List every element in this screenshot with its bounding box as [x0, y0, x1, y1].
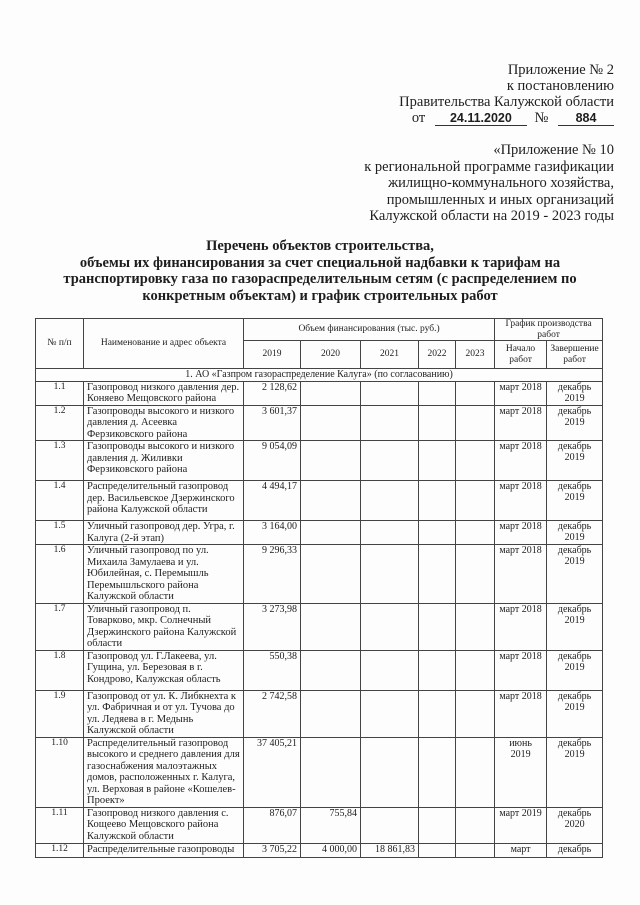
row-name: Уличный газопровод по ул. Михаила Замулаева и ул. Юбилейная, с. Перемышль Перемышльского района Калужской области: [84, 545, 244, 604]
row-name: Распределительные газопроводы: [84, 843, 244, 857]
resolution-header: [399, 62, 614, 126]
title-line: транспортировку газа по газораспределительным сетям (с распределением по: [63, 271, 577, 287]
table-row: [36, 843, 603, 857]
row-start: март 2018: [495, 441, 547, 481]
row-2019: 9 296,33: [244, 545, 301, 604]
appendix-ref-line: Калужской области на 2019 - 2023 годы: [369, 208, 614, 224]
row-2022: [419, 441, 456, 481]
row-2022: [419, 381, 456, 405]
title-line: конкретным объектам) и график строительных работ: [142, 287, 498, 304]
title-line: объемы их финансирования за счет специальной надбавки к тарифам на: [79, 254, 561, 271]
row-2021: [361, 737, 419, 807]
row-2023: [456, 690, 495, 737]
row-2021: [361, 521, 419, 545]
row-end: декабрь: [547, 843, 603, 857]
table-row: [36, 650, 603, 690]
row-num: 1.3: [36, 441, 84, 481]
row-end: декабрь 2019: [547, 690, 603, 737]
row-end: декабрь 2019: [547, 381, 603, 405]
header-year: 2022: [419, 341, 456, 369]
row-2020: 755,84: [301, 807, 361, 843]
table-row: [36, 603, 603, 650]
row-end: декабрь 2019: [547, 405, 603, 441]
row-2021: [361, 807, 419, 843]
row-2022: [419, 521, 456, 545]
row-start: март 2018: [495, 690, 547, 737]
row-2019: 2 128,62: [244, 381, 301, 405]
row-name: Газопровод от ул. К. Либкнехта к ул. Фабричная и от ул. Тучова до ул. Ледяева в г. Медынь Калужской области: [84, 690, 244, 737]
appendix-ref-line: «Приложение № 10: [493, 142, 614, 158]
row-2019: 3 601,37: [244, 405, 301, 441]
row-num: 1.11: [36, 807, 84, 843]
row-2019: 4 494,17: [244, 481, 301, 521]
row-name: Уличный газопровод п. Товарково, мкр. Солнечный Дзержинского района Калужской области: [84, 603, 244, 650]
row-2021: 18 861,83: [361, 843, 419, 857]
row-2019: 3 164,00: [244, 521, 301, 545]
row-2023: [456, 441, 495, 481]
row-end: декабрь 2019: [547, 521, 603, 545]
row-2021: [361, 650, 419, 690]
row-2023: [456, 481, 495, 521]
row-2021: [361, 405, 419, 441]
row-2020: [301, 603, 361, 650]
row-name: Газопровод низкого давления дер. Коняево Мещовского района: [84, 381, 244, 405]
row-start: март 2018: [495, 381, 547, 405]
row-2023: [456, 737, 495, 807]
row-num: 1.9: [36, 690, 84, 737]
row-num: 1.12: [36, 843, 84, 857]
row-2022: [419, 807, 456, 843]
table-row: [36, 381, 603, 405]
row-name: Газопровод низкого давления с. Кощеево Мещовского района Калужской области: [84, 807, 244, 843]
appendix-ref-line: промышленных и иных организаций: [386, 191, 614, 208]
row-2023: [456, 405, 495, 441]
row-start: июнь 2019: [495, 737, 547, 807]
resolution-date: 24.11.2020: [435, 112, 527, 126]
header-volume: Объем финансирования (тыс. руб.): [244, 319, 495, 341]
table-row: [36, 737, 603, 807]
row-num: 1.6: [36, 545, 84, 604]
row-2023: [456, 650, 495, 690]
row-end: декабрь 2020: [547, 807, 603, 843]
from-label: от: [411, 110, 426, 126]
row-2022: [419, 545, 456, 604]
row-start: март 2018: [495, 545, 547, 604]
row-name: Распределительный газопровод дер. Васильевское Дзержинского района Калужской области: [84, 481, 244, 521]
row-start: март 2018: [495, 650, 547, 690]
header-end: Завершение работ: [547, 341, 603, 369]
row-end: декабрь 2019: [547, 737, 603, 807]
row-num: 1.2: [36, 405, 84, 441]
row-2020: [301, 405, 361, 441]
header-num: № п/п: [36, 319, 84, 369]
row-2020: [301, 481, 361, 521]
table-row: [36, 481, 603, 521]
row-2022: [419, 843, 456, 857]
table-row: [36, 545, 603, 604]
row-start: март 2019: [495, 807, 547, 843]
row-num: 1.10: [36, 737, 84, 807]
row-2023: [456, 545, 495, 604]
row-start: март: [495, 843, 547, 857]
row-2019: 550,38: [244, 650, 301, 690]
row-start: март 2018: [495, 603, 547, 650]
row-2022: [419, 737, 456, 807]
row-2021: [361, 545, 419, 604]
header-year: 2020: [301, 341, 361, 369]
row-2020: [301, 650, 361, 690]
table-row: [36, 405, 603, 441]
title-line: Перечень объектов строительства,: [206, 238, 434, 254]
row-name: Распределительный газопровод высокого и среднего давления для газоснабжения малоэтажных домов, расположенных г. Калуга, ул. Верховая в районе «Кошелев-Проект»: [84, 737, 244, 807]
row-num: 1.7: [36, 603, 84, 650]
table-row: [36, 807, 603, 843]
row-2019: 37 405,21: [244, 737, 301, 807]
row-2020: [301, 737, 361, 807]
row-name: Газопровод ул. Г.Лакеева, ул. Гущина, ул. Березовая в г. Кондрово, Калужская область: [84, 650, 244, 690]
row-2023: [456, 521, 495, 545]
row-end: декабрь 2019: [547, 650, 603, 690]
appendix-ref-line: к региональной программе газификации: [364, 158, 614, 175]
row-start: март 2018: [495, 521, 547, 545]
program-appendix-reference: [364, 142, 614, 225]
row-name: Газопроводы высокого и низкого давления д. Асеевка Ферзиковского района: [84, 405, 244, 441]
row-2023: [456, 807, 495, 843]
section-row: 1. АО «Газпром газораспределение Калуга» (по согласованию): [36, 369, 603, 382]
header-start: Начало работ: [495, 341, 547, 369]
table-row: [36, 690, 603, 737]
row-2022: [419, 405, 456, 441]
table-row: [36, 521, 603, 545]
row-num: 1.5: [36, 521, 84, 545]
government-name: Правительства Калужской области: [399, 94, 614, 110]
objects-table: [35, 318, 603, 858]
row-2021: [361, 381, 419, 405]
row-2019: 2 742,58: [244, 690, 301, 737]
row-num: 1.8: [36, 650, 84, 690]
row-end: декабрь 2019: [547, 481, 603, 521]
row-end: декабрь 2019: [547, 441, 603, 481]
row-2022: [419, 650, 456, 690]
resolution-number: 884: [558, 112, 614, 126]
row-2022: [419, 603, 456, 650]
to-resolution: к постановлению: [506, 78, 614, 94]
row-start: март 2018: [495, 481, 547, 521]
row-2020: [301, 521, 361, 545]
row-2020: [301, 545, 361, 604]
row-2021: [361, 481, 419, 521]
row-2019: 3 705,22: [244, 843, 301, 857]
row-2020: [301, 381, 361, 405]
row-2021: [361, 603, 419, 650]
row-end: декабрь 2019: [547, 545, 603, 604]
row-2020: [301, 441, 361, 481]
row-2023: [456, 603, 495, 650]
header-year: 2021: [361, 341, 419, 369]
table-row: [36, 441, 603, 481]
header-year: 2023: [456, 341, 495, 369]
row-num: 1.4: [36, 481, 84, 521]
row-2023: [456, 381, 495, 405]
appendix-label: Приложение № 2: [507, 62, 614, 78]
row-2022: [419, 481, 456, 521]
row-2020: 4 000,00: [301, 843, 361, 857]
appendix-ref-line: жилищно-коммунального хозяйства,: [388, 175, 614, 191]
date-number-line: [399, 110, 614, 126]
row-2020: [301, 690, 361, 737]
row-name: Газопроводы высокого и низкого давления д. Жиливки Ферзиковского района: [84, 441, 244, 481]
row-name: Уличный газопровод дер. Угра, г. Калуга (2-й этап): [84, 521, 244, 545]
row-2019: 3 273,98: [244, 603, 301, 650]
row-2022: [419, 690, 456, 737]
row-start: март 2018: [495, 405, 547, 441]
document-title: [60, 238, 580, 304]
number-sign: №: [534, 110, 549, 126]
header-year: 2019: [244, 341, 301, 369]
row-2021: [361, 690, 419, 737]
row-2019: 876,07: [244, 807, 301, 843]
row-end: декабрь 2019: [547, 603, 603, 650]
row-num: 1.1: [36, 381, 84, 405]
row-2021: [361, 441, 419, 481]
row-2019: 9 054,09: [244, 441, 301, 481]
header-schedule: График производства работ: [495, 319, 603, 341]
header-name: Наименование и адрес объекта: [84, 319, 244, 369]
row-2023: [456, 843, 495, 857]
